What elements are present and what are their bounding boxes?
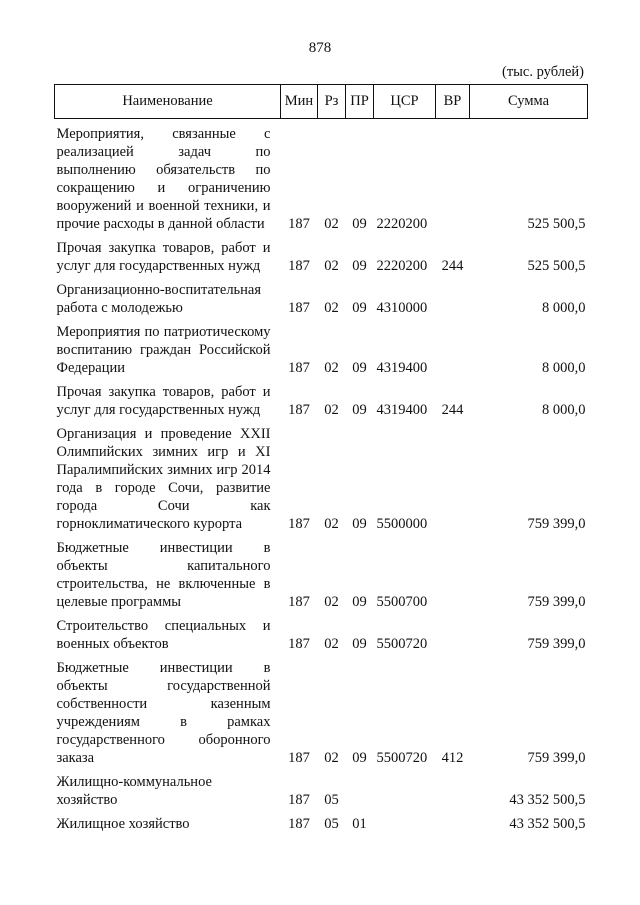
budget-table xyxy=(54,84,588,833)
row-csr: 5500000 xyxy=(376,516,428,532)
row-pr: 09 xyxy=(352,402,367,418)
row-name: Жилищно-коммунальное хозяйство xyxy=(56,774,212,808)
row-name: Жилищное хозяйство xyxy=(56,816,190,832)
row-rz: 02 xyxy=(324,516,339,532)
column-header-vr: ВР xyxy=(436,85,470,119)
row-name: Организация и проведение XXII Олимпийских зимних игр и XI Паралимпийских зимних игр 2014 года в городе Сочи, развитие города Сочи как горноклиматического курорта xyxy=(56,426,271,532)
row-pr: 09 xyxy=(352,258,367,274)
row-pr: 09 xyxy=(352,750,367,766)
row-min: 187 xyxy=(288,216,310,232)
row-vr xyxy=(436,767,470,809)
row-pr xyxy=(346,767,374,809)
row-pr: 09 xyxy=(352,300,367,316)
column-header-min: Мин xyxy=(281,85,318,119)
units-label: (тыс. рублей) xyxy=(502,64,584,80)
page-number: 878 xyxy=(308,40,332,56)
table-row xyxy=(55,233,588,275)
table-header-row xyxy=(55,85,588,119)
row-min: 187 xyxy=(288,360,310,376)
row-rz: 02 xyxy=(324,750,339,766)
row-min: 187 xyxy=(288,516,310,532)
column-header-pr: ПР xyxy=(346,85,374,119)
row-sum: 759 399,0 xyxy=(527,516,586,532)
row-vr xyxy=(436,119,470,234)
row-vr xyxy=(436,533,470,611)
table-row xyxy=(55,317,588,377)
row-min: 187 xyxy=(288,402,310,418)
row-csr: 5500700 xyxy=(376,594,428,610)
row-vr: 244 xyxy=(441,258,464,274)
row-name: Организационно-воспитательная работа с молодежью xyxy=(56,282,262,316)
row-sum: 43 352 500,5 xyxy=(509,816,586,832)
table-row xyxy=(55,767,588,809)
row-vr xyxy=(436,419,470,533)
row-rz: 05 xyxy=(324,816,339,832)
row-pr: 01 xyxy=(352,816,367,832)
row-rz: 02 xyxy=(324,402,339,418)
row-vr xyxy=(436,809,470,833)
row-min: 187 xyxy=(288,636,310,652)
row-csr: 5500720 xyxy=(376,750,428,766)
row-csr: 2220200 xyxy=(376,216,428,232)
row-pr: 09 xyxy=(352,216,367,232)
row-name: Мероприятия, связанные с реализацией задач по выполнению обязательств по сокращению и ограничению вооружений и военной техники, и прочие расходы в данной области xyxy=(56,126,271,232)
table-row xyxy=(55,533,588,611)
row-csr: 4310000 xyxy=(376,300,428,316)
row-pr: 09 xyxy=(352,360,367,376)
row-min: 187 xyxy=(288,750,310,766)
table-row xyxy=(55,809,588,833)
row-csr: 5500720 xyxy=(376,636,428,652)
row-rz: 02 xyxy=(324,216,339,232)
table-row xyxy=(55,653,588,767)
row-pr: 09 xyxy=(352,594,367,610)
row-name: Бюджетные инвестиции в объекты капитального строительства, не включенные в целевые программы xyxy=(56,540,271,610)
table-row xyxy=(55,275,588,317)
row-vr xyxy=(436,317,470,377)
row-min: 187 xyxy=(288,816,310,832)
row-sum: 43 352 500,5 xyxy=(509,792,586,808)
row-csr xyxy=(374,809,436,833)
row-name: Прочая закупка товаров, работ и услуг для государственных нужд xyxy=(56,240,271,274)
row-name: Строительство специальных и военных объектов xyxy=(56,618,271,652)
row-pr: 09 xyxy=(352,516,367,532)
row-min: 187 xyxy=(288,300,310,316)
table-row xyxy=(55,419,588,533)
column-header-csr: ЦСР xyxy=(374,85,436,119)
row-rz: 02 xyxy=(324,636,339,652)
row-sum: 759 399,0 xyxy=(527,750,586,766)
row-min: 187 xyxy=(288,258,310,274)
table-row xyxy=(55,611,588,653)
table-row xyxy=(55,377,588,419)
row-min: 187 xyxy=(288,792,310,808)
column-header-rz: Рз xyxy=(318,85,346,119)
row-csr: 2220200 xyxy=(376,258,428,274)
column-header-name: Наименование xyxy=(55,85,281,119)
row-rz: 02 xyxy=(324,360,339,376)
column-header-sum: Сумма xyxy=(470,85,588,119)
row-sum: 759 399,0 xyxy=(527,594,586,610)
row-rz: 02 xyxy=(324,594,339,610)
row-rz: 02 xyxy=(324,258,339,274)
row-sum: 759 399,0 xyxy=(527,636,586,652)
row-csr: 4319400 xyxy=(376,402,428,418)
row-rz: 05 xyxy=(324,792,339,808)
row-sum: 8 000,0 xyxy=(542,300,586,316)
row-sum: 8 000,0 xyxy=(542,402,586,418)
row-sum: 8 000,0 xyxy=(542,360,586,376)
row-vr xyxy=(436,611,470,653)
row-vr xyxy=(436,275,470,317)
row-rz: 02 xyxy=(324,300,339,316)
row-min: 187 xyxy=(288,594,310,610)
row-sum: 525 500,5 xyxy=(527,216,586,232)
row-sum: 525 500,5 xyxy=(527,258,586,274)
table-row xyxy=(55,119,588,234)
row-vr: 412 xyxy=(441,750,464,766)
row-csr xyxy=(374,767,436,809)
row-name: Прочая закупка товаров, работ и услуг для государственных нужд xyxy=(56,384,271,418)
row-pr: 09 xyxy=(352,636,367,652)
row-name: Бюджетные инвестиции в объекты государственной собственности казенным учреждениям в рамках государственного оборонного заказа xyxy=(56,660,271,766)
row-csr: 4319400 xyxy=(376,360,428,376)
row-name: Мероприятия по патриотическому воспитанию граждан Российской Федерации xyxy=(56,324,271,376)
row-vr: 244 xyxy=(441,402,464,418)
